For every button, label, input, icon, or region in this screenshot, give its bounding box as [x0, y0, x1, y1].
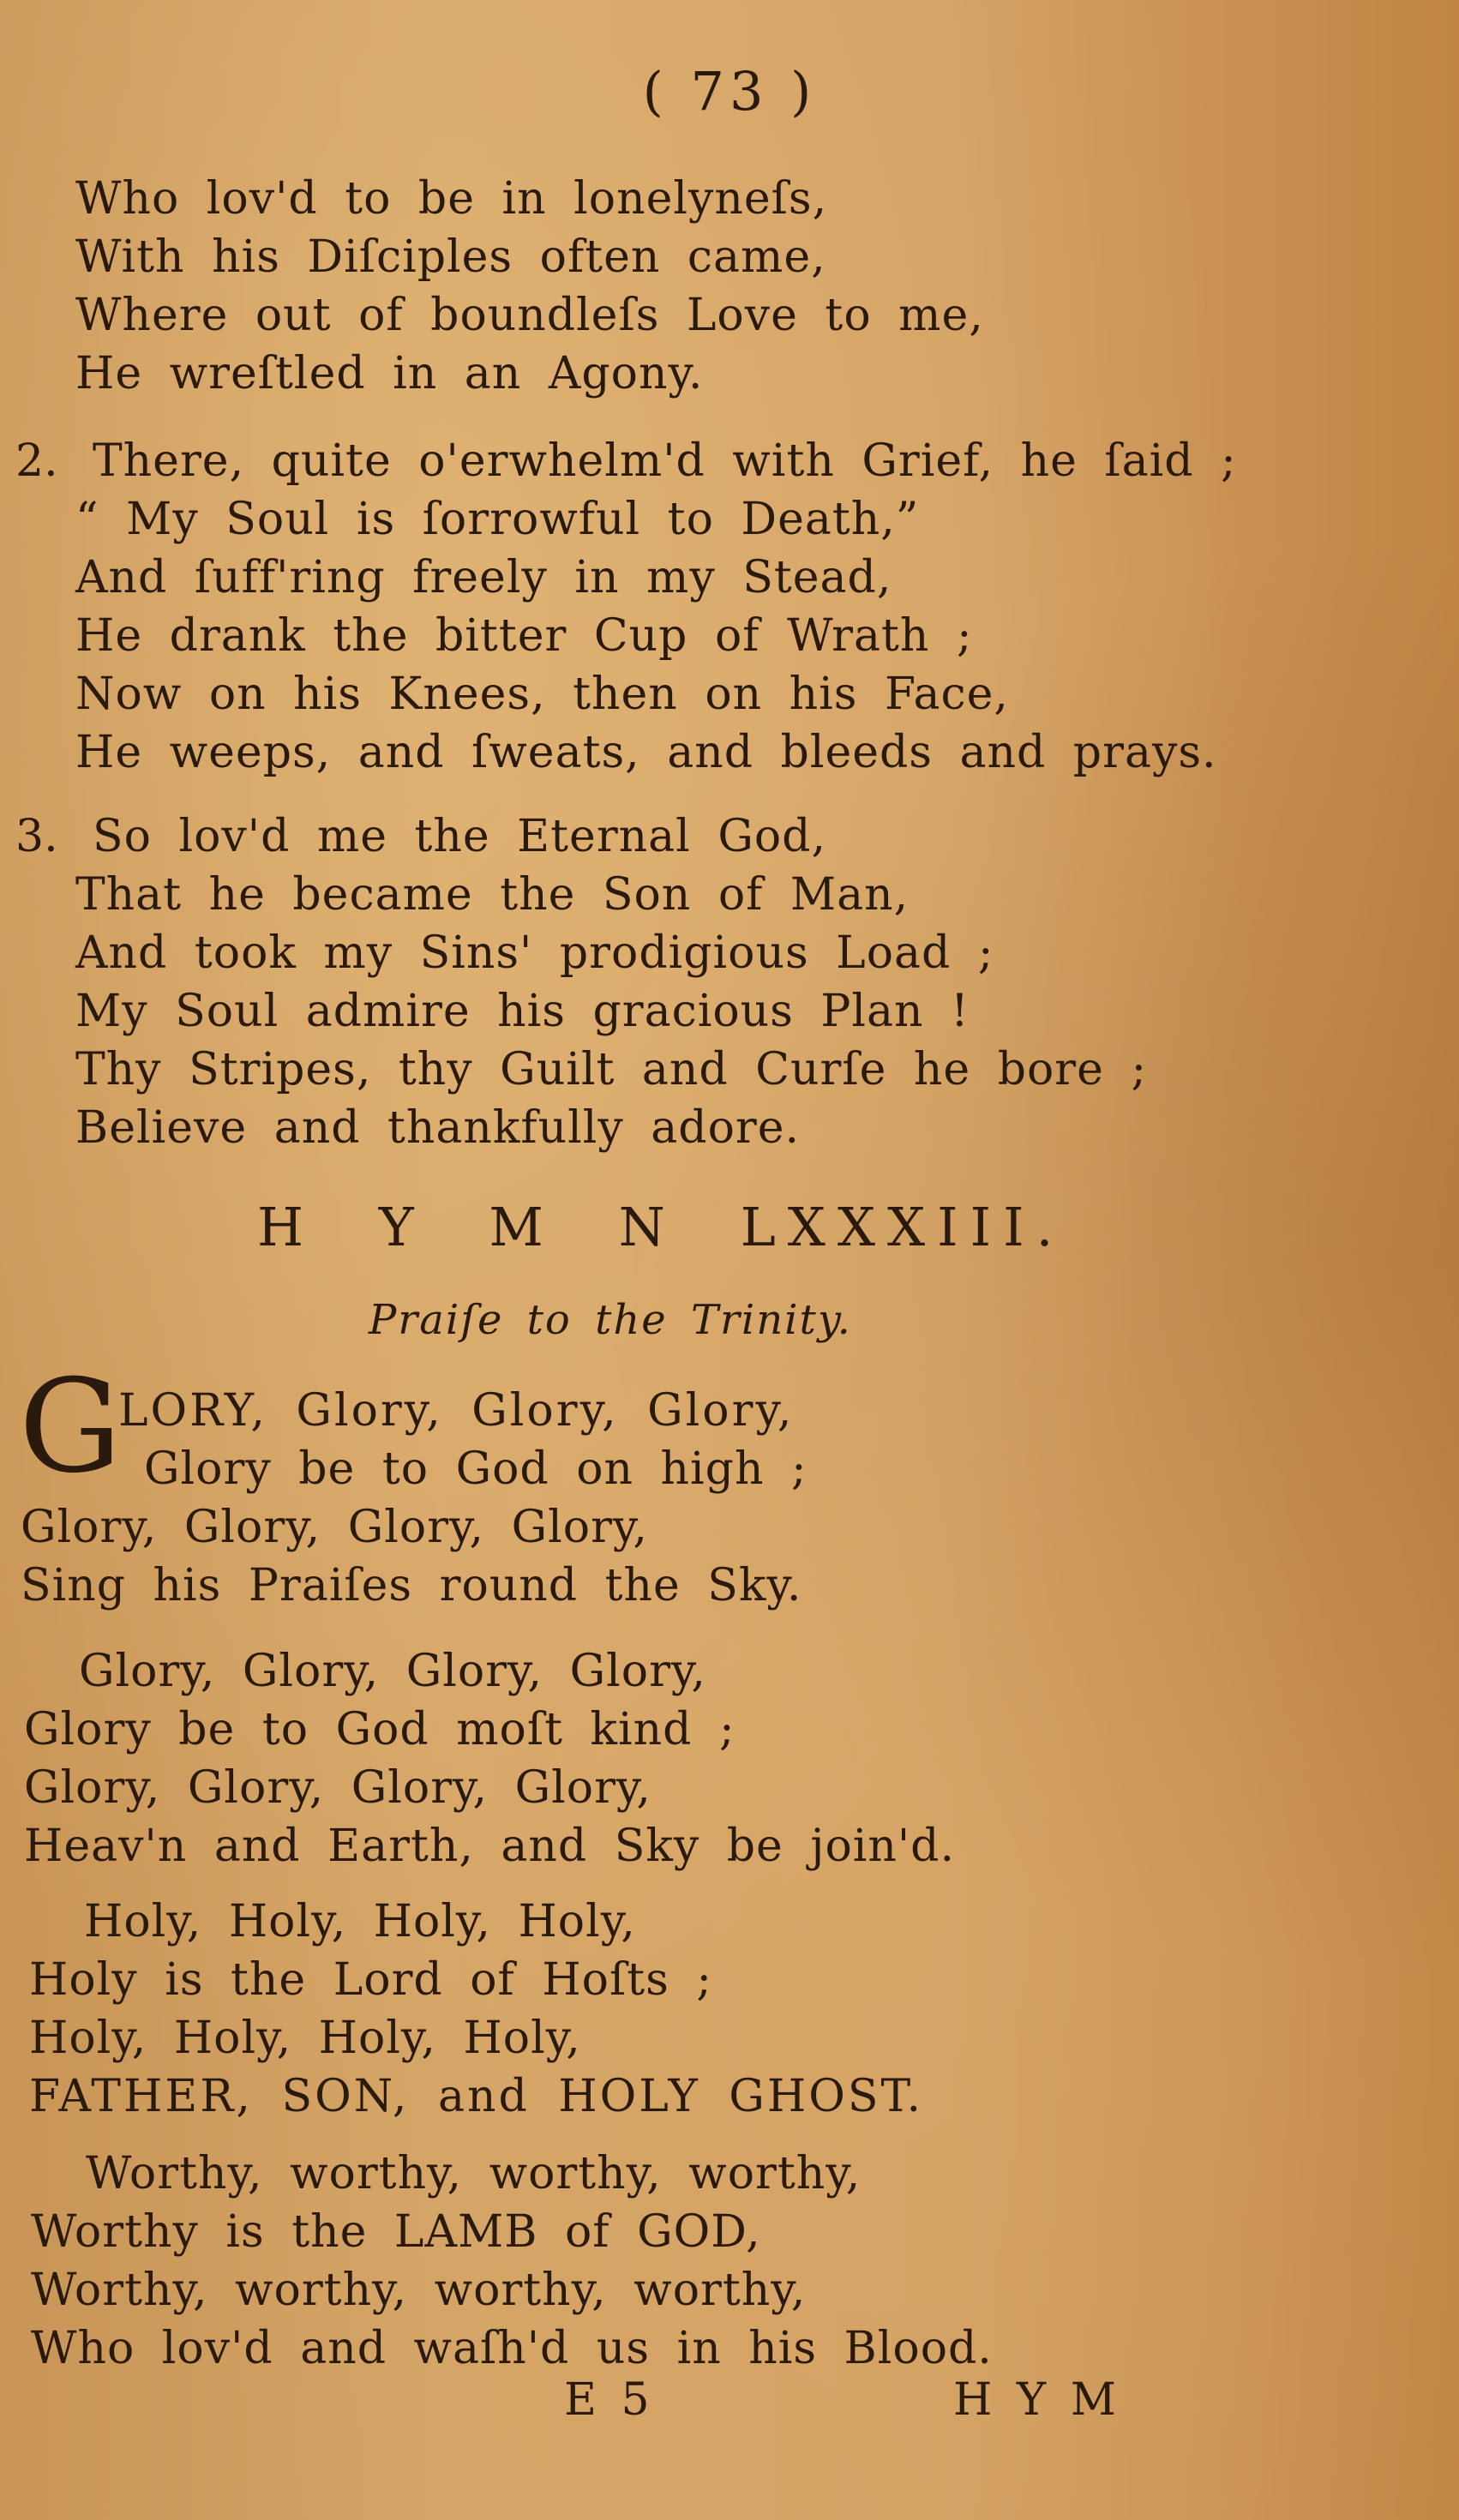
stanza1-line-4: He wreſtled in an Agony. [75, 348, 704, 399]
stanza2-line-3: And ſuff'ring freely in my Stead, [75, 552, 892, 603]
hymn-stanza3-line-2: Holy is the Lord of Hoſts ; [29, 1954, 712, 2006]
stanza3-line-3: And took my Sins' prodigious Load ; [75, 927, 994, 979]
hymn-stanza4-line-3: Worthy, worthy, worthy, worthy, [31, 2265, 807, 2316]
hymn-stanza1-line-1: LORY, Glory, Glory, Glory, [118, 1385, 795, 1437]
hymn-stanza2-line-3: Glory, Glory, Glory, Glory, [24, 1762, 651, 1814]
catchword: H Y M [953, 2374, 1121, 2426]
hymn-title: H Y M N LXXXIII. [257, 1196, 1066, 1258]
stanza3-line-6: Believe and thankfully adore. [75, 1102, 801, 1154]
stanza3-line-4: My Soul admire his gracious Plan ! [75, 986, 970, 1037]
stanza3-number: 3. [15, 811, 58, 862]
hymn-stanza1-line-3: Glory, Glory, Glory, Glory, [21, 1502, 648, 1553]
hymn-stanza4-line-2: Worthy is the LAMB of GOD, [31, 2206, 761, 2258]
stanza2-line-2: “ My Soul is ſorrowful to Death,” [75, 494, 920, 545]
signature-mark: E 5 [564, 2374, 655, 2426]
hymn-stanza3-line-1: Holy, Holy, Holy, Holy, [84, 1896, 636, 1947]
hymn-stanza3-line-3: Holy, Holy, Holy, Holy, [29, 2013, 581, 2064]
hymn-subtitle: Praiſe to the Trinity. [369, 1296, 852, 1344]
hymn-stanza1-line-4: Sing his Praiſes round the Sky. [21, 1560, 802, 1611]
hymn-stanza2-line-1: Glory, Glory, Glory, Glory, [79, 1646, 706, 1697]
stanza2-line-6: He weeps, and ſweats, and bleeds and prays. [75, 727, 1217, 778]
drop-cap: G [19, 1353, 122, 1502]
hymn-stanza2-line-2: Glory be to God moſt kind ; [24, 1704, 736, 1755]
hymn-stanza3-line-4: FATHER, SON, and HOLY GHOST. [29, 2071, 924, 2122]
stanza3-line-1: So lov'd me the Eternal God, [93, 811, 826, 862]
stanza2-line-5: Now on his Knees, then on his Face, [75, 669, 1009, 720]
page-number: ( 73 ) [642, 60, 817, 123]
hymn-stanza4-line-4: Who lov'd and waſh'd us in his Blood. [31, 2323, 993, 2374]
stanza1-line-3: Where out of boundleſs Love to me, [75, 290, 984, 341]
hymn-stanza2-line-4: Heav'n and Earth, and Sky be join'd. [24, 1821, 955, 1872]
stanza3-line-5: Thy Stripes, thy Guilt and Curſe he bore ; [75, 1044, 1147, 1095]
stanza2-number: 2. [15, 435, 58, 487]
hymn-stanza4-line-1: Worthy, worthy, worthy, worthy, [86, 2148, 862, 2199]
stanza3-line-2: That he became the Son of Man, [75, 869, 910, 921]
stanza2-line-1: There, quite o'erwhelm'd with Grief, he ſaid ; [93, 435, 1237, 487]
hymn-stanza1-line-2: Glory be to God on high ; [144, 1443, 808, 1495]
stanza1-line-2: With his Diſciples often came, [75, 231, 826, 283]
stanza2-line-4: He drank the bitter Cup of Wrath ; [75, 610, 973, 662]
stanza1-line-1: Who lov'd to be in lonelyneſs, [75, 173, 828, 225]
